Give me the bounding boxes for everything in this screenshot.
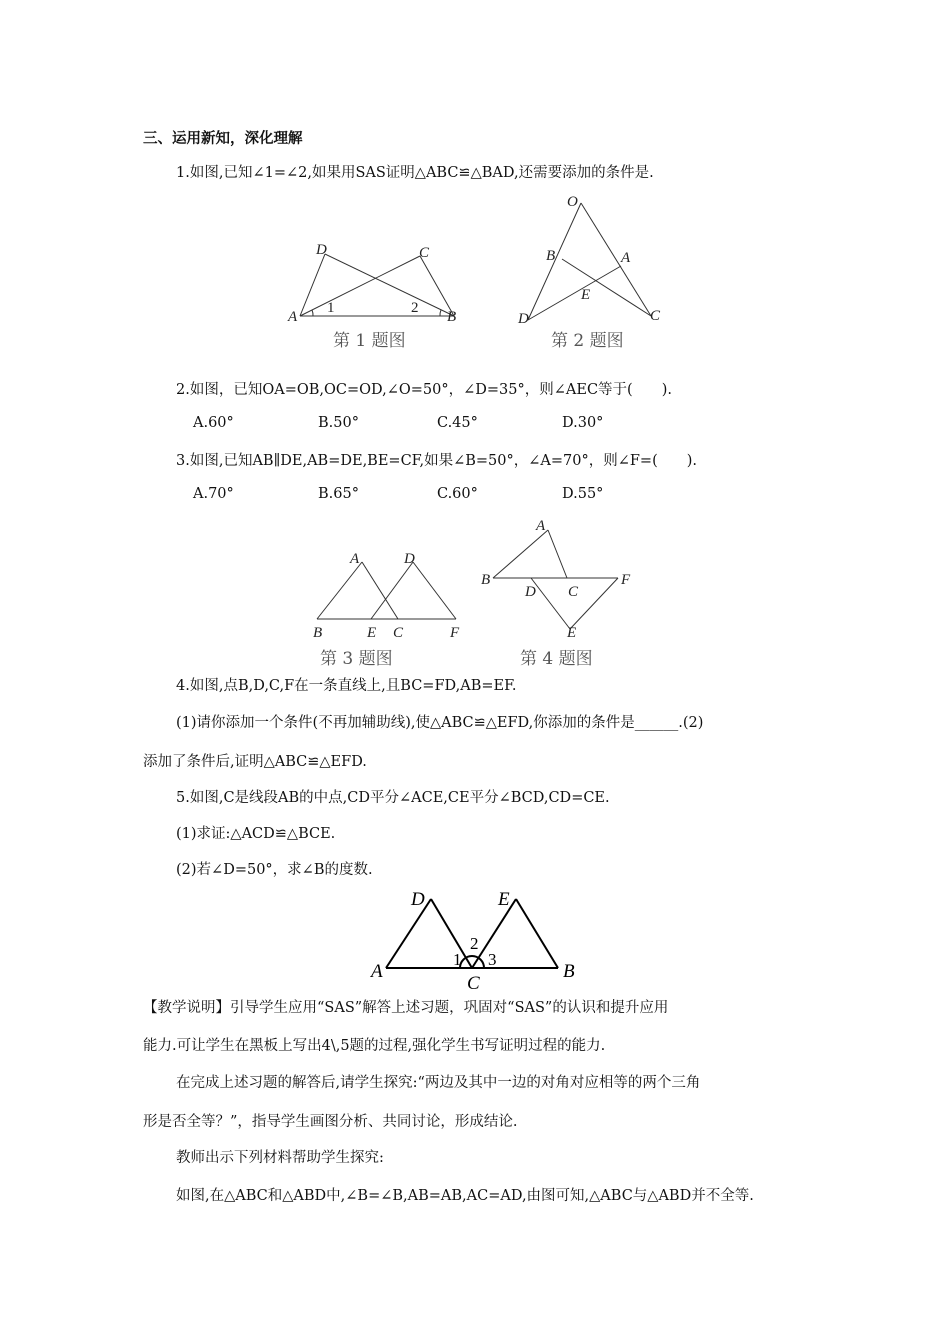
fig4-label-d: D [525,584,536,600]
fig2-label-d: D [518,311,529,327]
q2-option-c: C.45° [437,415,478,431]
fig5-label-d: D [411,889,425,910]
caption-fig3: 第 3 题图 [320,649,393,669]
question-4-part2: 添加了条件后,证明△ABC≌△EFD. [143,754,367,770]
figure-5 [365,885,590,995]
teacher-materials-line: 教师出示下列材料帮助学生探究: [176,1150,384,1166]
fig4-label-b: B [481,572,491,588]
fig5-segment-eb [516,899,558,968]
question-4-part1: (1)请你添加一个条件(不再加辅助线),使△ABC≌△EFD,你添加的条件是______.(2) [176,715,704,731]
fig4-label-a: A [536,518,546,534]
teaching-note-line-1: 【教学说明】引导学生应用“SAS”解答上述习题，巩固对“SAS”的认识和提升应用 [143,1000,669,1016]
figure-4 [478,512,648,642]
fig2-segment-ad [528,266,621,320]
q3-option-a: A.70° [193,486,234,502]
fig3-segment-df [413,562,456,619]
fig1-label-d: D [316,242,327,258]
explore-paragraph-line-1: 在完成上述习题的解答后,请学生探究:“两边及其中一边的对角对应相等的两个三角 [176,1075,701,1091]
fig2-label-e: E [581,287,591,303]
fig2-label-o: O [567,194,578,210]
fig4-segment-ac [548,530,567,578]
fig3-segment-de [371,562,413,619]
q3-option-c: C.60° [437,486,478,502]
question-5: 5.如图,C是线段AB的中点,CD平分∠ACE,CE平分∠BCD,CD=CE. [176,790,610,806]
q2-option-b: B.50° [318,415,359,431]
example-line: 如图,在△ABC和△ABD中,∠B=∠B,AB=AB,AC=AD,由图可知,△ABC与△ABD并不全等. [176,1188,754,1204]
question-2: 2.如图，已知OA=OB,OC=OD,∠O=50°，∠D=35°，则∠AEC等于( ). [176,382,672,398]
q2-option-d: D.30° [562,415,604,431]
fig1-segment-ac [300,256,420,316]
fig3-label-b: B [313,625,323,641]
figure-2 [510,190,670,330]
fig5-label-3: 3 [488,950,497,969]
fig3-label-e: E [367,625,377,641]
fig5-label-a: A [371,961,383,982]
fig4-label-c: C [568,584,579,600]
fig3-label-f: F [450,625,460,641]
fig5-label-1: 1 [453,950,462,969]
fig5-label-e: E [498,889,510,910]
fig1-label-c: C [419,245,430,261]
fig3-segment-ab [317,562,362,619]
fig3-label-d: D [404,551,415,567]
fig1-label-1: 1 [327,300,335,316]
q2-option-a: A.60° [193,415,234,431]
question-3: 3.如图,已知AB∥DE,AB=DE,BE=CF,如果∠B=50°，∠A=70°，则∠F=( ). [176,453,697,469]
fig2-label-a: A [621,250,631,266]
fig4-label-e: E [567,625,577,641]
fig1-label-2: 2 [411,300,419,316]
teaching-note-line-2: 能力.可让学生在黑板上写出4\,5题的过程,强化学生书写证明过程的能力. [143,1038,606,1054]
fig4-segment-de [531,578,570,629]
q3-option-d: D.55° [562,486,604,502]
fig2-label-b: B [546,248,556,264]
fig2-label-c: C [650,308,661,324]
fig1-label-b: B [447,309,457,325]
fig2-segment-bc [562,259,651,316]
question-5-part2: (2)若∠D=50°，求∠B的度数. [176,862,373,878]
fig5-label-c: C [467,973,480,994]
fig5-label-2: 2 [470,934,479,953]
fig3-label-c: C [393,625,404,641]
fig5-label-b: B [563,961,575,982]
fig4-label-f: F [621,572,631,588]
explore-paragraph-line-2: 形是否全等？”，指导学生画图分析、共同讨论，形成结论. [143,1114,518,1130]
fig1-segment-bd [325,254,454,316]
caption-fig4: 第 4 题图 [520,649,593,669]
fig1-segment-bc [420,256,454,316]
question-1: 1.如图,已知∠1=∠2,如果用SAS证明△ABC≌△BAD,还需要添加的条件是. [176,165,654,181]
fig2-segment-oc [581,203,651,316]
section-heading: 三、运用新知，深化理解 [143,131,303,147]
fig4-segment-ab [493,530,548,578]
question-4: 4.如图,点B,D,C,F在一条直线上,且BC=FD,AB=EF. [176,678,517,694]
question-5-part1: (1)求证:△ACD≌△BCE. [176,826,336,842]
fig1-label-a: A [288,309,298,325]
fig1-angle-1-arc [312,310,313,316]
caption-fig2: 第 2 题图 [551,331,624,351]
figure-1 [280,235,480,330]
fig1-angle-2-arc [440,310,441,316]
fig3-label-a: A [350,551,360,567]
fig1-segment-ad [300,254,325,316]
q3-option-b: B.65° [318,486,359,502]
caption-fig1: 第 1 题图 [333,331,406,351]
figure-3 [300,545,475,645]
